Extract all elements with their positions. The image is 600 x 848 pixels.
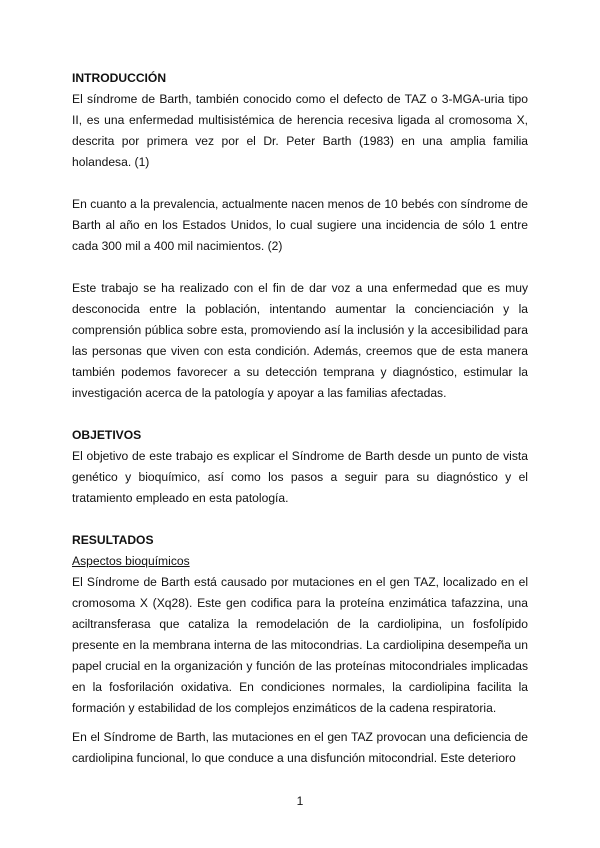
page-number: 1 — [296, 794, 304, 808]
page-content — [72, 68, 528, 769]
intro-paragraph-2: En cuanto a la prevalencia, actualmente nacen menos de 10 bebés con síndrome de Barth al año en los Estados Unidos, lo cual sugiere una incidencia de sólo 1 entre cada 300 mil a 400 mil nacimientos. (2) — [72, 197, 528, 253]
resultados-paragraph-2: En el Síndrome de Barth, las mutaciones en el gen TAZ provocan una deficiencia de cardiolipina funcional, lo que conduce a una disfunción mitocondrial. Este deterioro — [72, 730, 528, 765]
spacer — [72, 509, 528, 530]
heading-introduccion: INTRODUCCIÓN — [72, 71, 167, 85]
spacer — [72, 257, 528, 278]
objetivos-paragraph: El objetivo de este trabajo es explicar el Síndrome de Barth desde un punto de vista genético y bioquímico, así como los pasos a seguir para su diagnóstico y el tratamiento empleado en esta patología. — [72, 449, 528, 505]
intro-paragraph-3: Este trabajo se ha realizado con el fin de dar voz a una enfermedad que es muy desconocida entre la población, intentando aumentar la concienciación y la comprensión pública sobre esta, promoviendo así la inclusión y la accesibilidad para las personas que viven con esta condición. Además, creemos que de esta manera también podemos favorecer a su detección temprana y diagnóstico, estimular la investigación acerca de la patología y apoyar a las familias afectadas. — [72, 281, 528, 400]
spacer — [72, 173, 528, 194]
intro-paragraph-1: El síndrome de Barth, también conocido como el defecto de TAZ o 3-MGA-uria tipo II, es una enfermedad multisistémica de herencia recesiva ligada al cromosoma X, descrita por primera vez por el Dr. Peter Barth (1983) en una amplia familia holandesa. (1) — [72, 92, 528, 169]
heading-objetivos: OBJETIVOS — [72, 428, 142, 442]
spacer — [72, 719, 528, 727]
resultados-paragraph-1: El Síndrome de Barth está causado por mutaciones en el gen TAZ, localizado en el cromosoma X (Xq28). Este gen codifica para la proteína enzimática tafazzina, una aciltransferasa que cataliza la remodelación de la cardiolipina, un fosfolípido presente en la membrana interna de las mitocondrias. La cardiolipina desempeña un papel crucial en la organización y función de las proteínas mitocondriales implicadas en la fosforilación oxidativa. En condiciones normales, la cardiolipina facilita la formación y estabilidad de los complejos enzimáticos de la cadena respiratoria. — [72, 575, 528, 715]
heading-resultados: RESULTADOS — [72, 533, 154, 547]
spacer — [72, 404, 528, 425]
subheading-aspectos-bioquimicos: Aspectos bioquímicos — [72, 554, 190, 568]
